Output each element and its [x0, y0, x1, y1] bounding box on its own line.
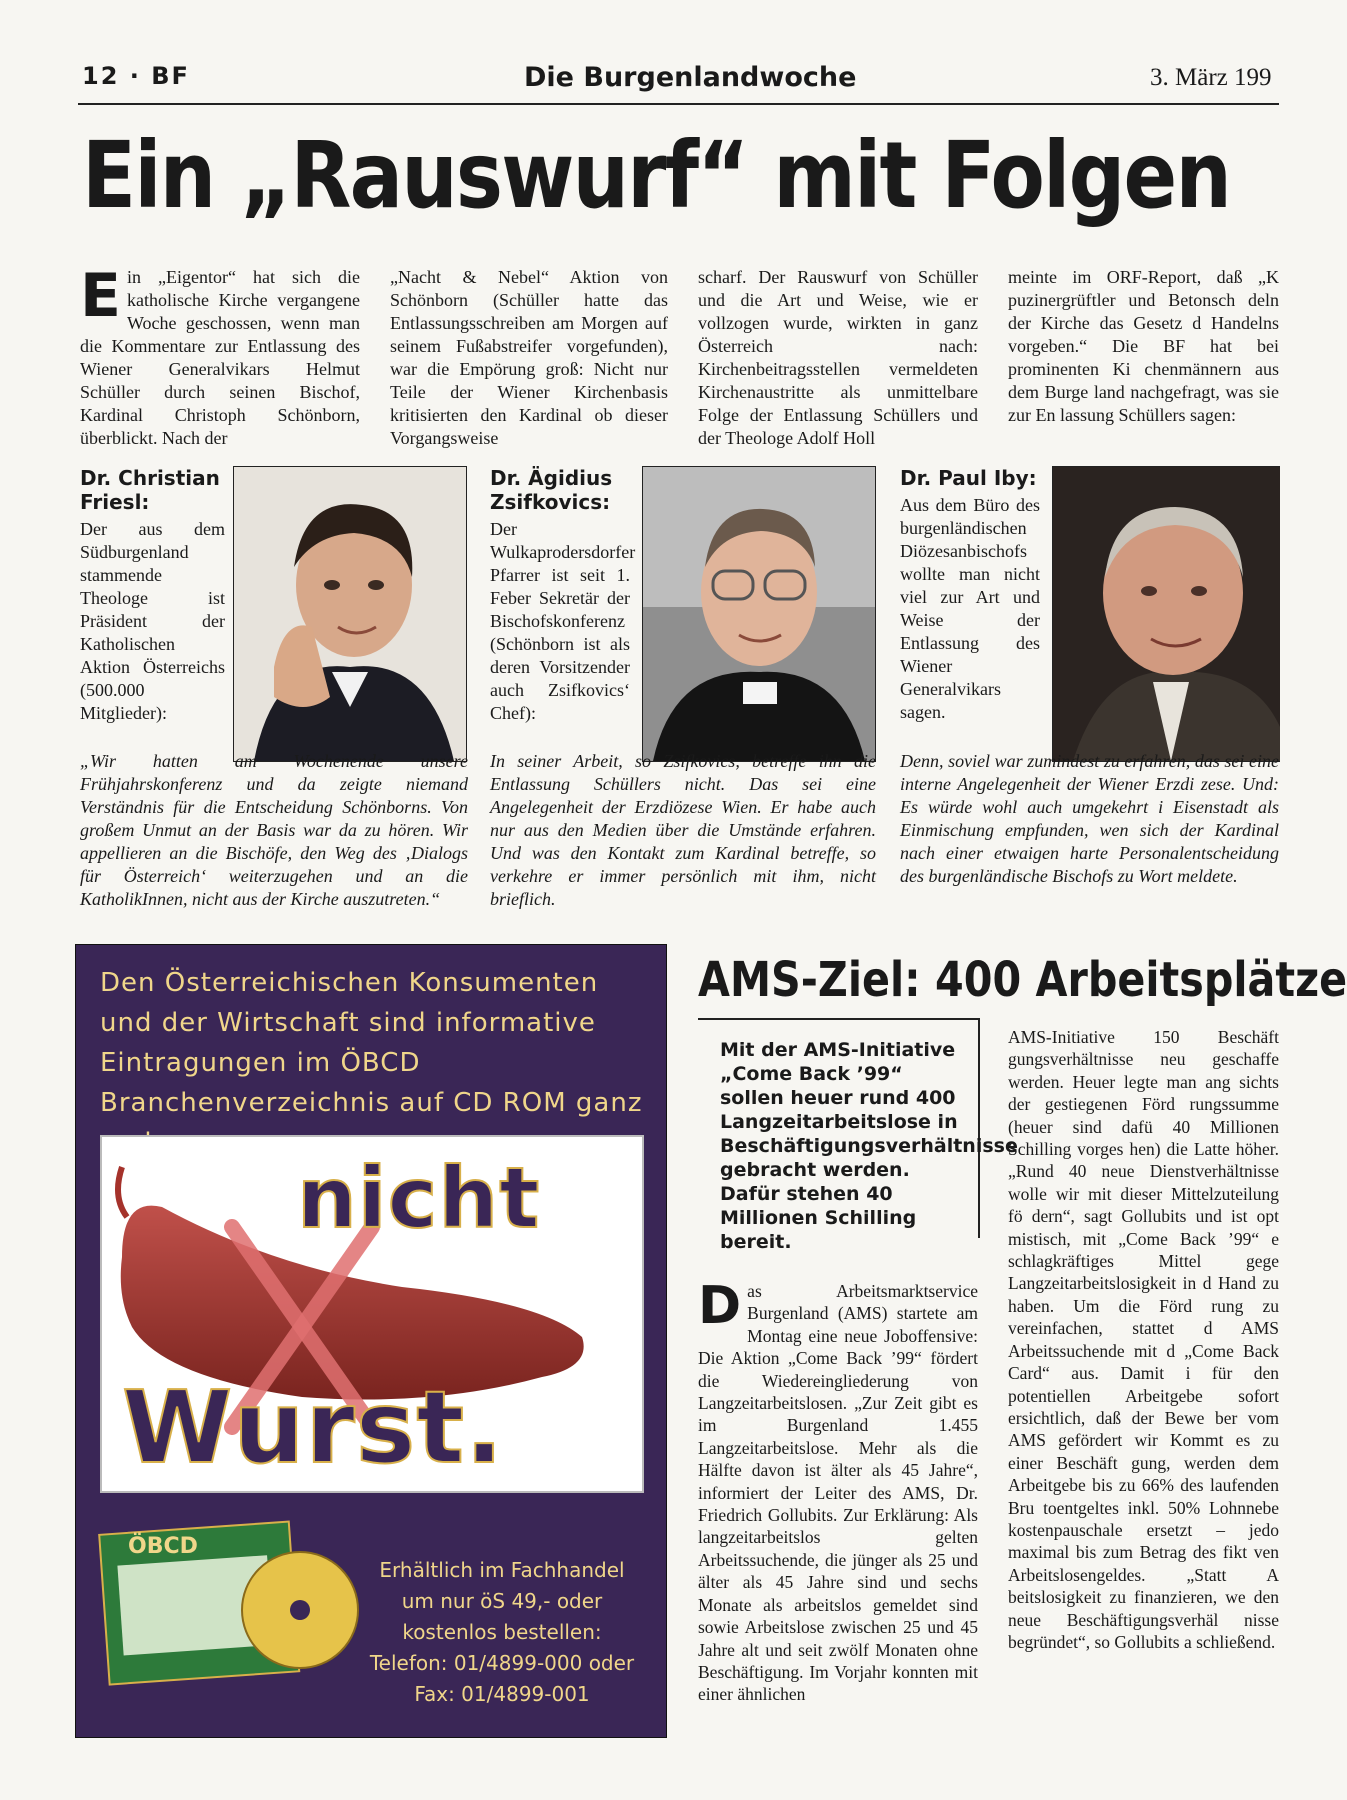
person-intro: Der Wulkaprodersdorfer Pfarrer ist seit 1. Feber Sekretär der Bischofskonferenz (Schönborn ist als deren Vorsitzender auch Zsifkovics‘ Chef): — [490, 519, 636, 723]
article-column-1 — [698, 1276, 978, 1706]
person-name: Dr. Ägidius Zsifkovics: — [490, 466, 613, 514]
cd-label: ÖBCD — [128, 1534, 198, 1559]
lead-text: Mit der AMS-Initiative „Come Back ’99“ sollen heuer rund 400 Langzeitarbeitslose in Beschäftigungsverhältnisse gebracht werden. Dafür stehen 40 Millionen Schilling bereit. — [720, 1039, 1018, 1253]
article-column-2 — [1008, 1026, 1279, 1746]
column-text: AMS-Initiative 150 Beschäft gungsverhältnisse neu geschaffe werden. Heuer legte man ang sichts der gestiegenen Förd rungssumme (heuer sind dafü 40 Millionen Schilling vorges hen) die Latte höher. „Rund 40 neue Dienstverhältnisse wolle wir mit dieser Mittelzuteilung fö dern“, sagt Gollubits und ist opt mistisch, mit „Come Back ’99“ e schlagkräftiges Mittel gege Langzeitarbeitslosigkeit in d Hand zu haben. Um die Förd rung zu vereinfachen, stattet d AMS Arbeitssuchende mit d „Come Back Card“ aus. Damit i für den potentiellen Arbeitgebe sofort ersichtlich, daß der Bewe ber vom AMS gefördert wir Kommt es zu einer Beschäft gung, werden dem Arbeitgebe bis zu 66% des laufenden Bru toentgeltes inkl. 50% Lohnnebe kostenpauschale ersetzt – jedo maximal bis zum Betrag des fikt ven Arbeitslosengeldes. „Statt A beitslosigkeit zu finanzieren, we den neue Beschäftigungsverhäl nisse begründet“, so Gollubits a schließend. — [1008, 1027, 1279, 1652]
page-number: 12 · BF — [82, 62, 190, 90]
article-column-4 — [1008, 266, 1279, 427]
column-text: meinte im ORF-Report, daß „K puzinergrüftler und Betonsch deln der Kirche das Gesetz d Handelns vorgeben.“ Die BF hat bei prominenten Ki chenmännern aus dem Burge land nachgefragt, was sie zur En lassung Schüllers sagen: — [1008, 267, 1279, 425]
article-column-1 — [80, 261, 360, 450]
lead-box — [698, 1018, 1018, 1253]
article-column-2 — [390, 266, 668, 450]
person-quote: „Wir hatten am Wochenende unsere Frühjahrskonferenz und da zeigte niemand Verständnis für die Entscheidung Schönborns. Von großem Unmut an der Basis war da zu hören. Wir appellieren an die Bischöfe, den Weg des ‚Dialogs für Österreich‘ weiterzugehen und an die KatholikInnen, nicht aus der Kirche auszutreten.“ — [80, 751, 468, 909]
person-name: Dr. Christian Friesl: — [80, 466, 220, 514]
person-name: Dr. Paul Iby: — [900, 466, 1037, 490]
person-intro: Der aus dem Südburgenland stammende Theologe ist Präsident der Katholischen Aktion Österreichs (500.000 Mitglieder): — [80, 519, 225, 723]
advertisement[interactable] — [75, 944, 667, 1738]
portrait-photo — [1052, 466, 1280, 762]
issue-date: 3. März 199 — [1150, 64, 1272, 91]
portrait-photo — [642, 466, 876, 762]
ad-headline: Den Österreichischen Konsumenten und der Wirtschaft sind informative Eintragungen im ÖBCD Branchenverzeichnis auf CD ROM ganz — [100, 968, 643, 1118]
drop-cap: E — [80, 261, 121, 331]
ad-word-wurst: Wurst. — [122, 1369, 505, 1486]
column-text: as Arbeitsmarktservice Burgenland (AMS) startete am Montag eine neue Joboffensive: Die Aktion „Come Back ’99“ fördert die Wiedereingliederung von Langzeitarbeitslosen. „Zur Zeit gibt es im Burgenland 1.455 Langzeitarbeitslose. Mehr als die Hälfte davon ist älter als 45 Jahre“, informiert der Leiter des AMS, Dr. Friedrich Gollubits. Zur Erklärung: Als langzeitarbeitslos gelten Arbeitssuchende, die jünger als 25 und älter als 45 Jahre sind und sechs Monate als arbeitslos gemeldet sind sowie Arbeitslose zwischen 25 und 45 Jahre alt und seit zwölf Monaten ohne Beschäftigung. Im Vorjahr konnten mit einer ähnlichen — [698, 1281, 978, 1705]
person-intro: Aus dem Büro des burgenländischen Diözesanbischofs wollte man nicht viel zur Art und Weise der Entlassung des Wiener Generalvikars sagen. — [900, 495, 1040, 722]
newspaper-name: Die Burgenlandwoche — [524, 62, 857, 93]
article-column-3 — [698, 266, 978, 450]
cd-rom-product-image — [100, 1520, 350, 1685]
article-headline: Ein „Rauswurf“ mit Folgen — [82, 122, 1231, 229]
column-text: „Nacht & Nebel“ Aktion von Schönborn (Schüller hatte das Entlassungsschreiben am Morgen auf seinem Fußabstreifer vorgefunden), war die Empörung groß: Nicht nur Teile der Wiener Kirchenbasis kritisierten den Kardinal ob dieser Vorgangsweise — [390, 267, 668, 448]
portrait-photo — [233, 466, 467, 762]
person-quote: Denn, soviel war zumindest zu erfahren, das sei eine interne Angelegenheit der Wiener Erzdi zese. Und: Es würde wohl auch umgekehrt i Eisenstadt als Einmischung empfunden, wen sich der Kardinal nach einer etwaigen harte Personalentscheidung des burgenländische Bischofs zu Wort meldete. — [900, 751, 1279, 886]
drop-cap: D — [698, 1276, 742, 1336]
ad-image — [100, 1135, 644, 1493]
header-rule — [78, 103, 1279, 105]
article-headline: AMS-Ziel: 400 Arbeitsplätze — [698, 952, 1347, 1008]
ad-word-nicht: nicht — [297, 1149, 541, 1247]
column-text: in „Eigentor“ hat sich die katholische Kirche vergangene Woche geschossen, wenn man die Kommentare zur Entlassung des Wiener Generalvikars Helmut Schüller durch seinen Bischof, Kardinal Christoph Schönborn, überblickt. Nach der — [80, 267, 360, 448]
ad-order-info: Erhältlich im Fachhandel um nur öS 49,- oder kostenlos bestellen: Telefon: 01/4899-000 oder Fax: 01/4899-001 — [369, 1558, 635, 1706]
person-quote: In seiner Arbeit, so Zsifkovics, betreffe ihn die Entlassung Schüllers nicht. Das sei eine Angelegenheit der Erzdiözese Wien. Er habe auch nur aus den Medien über die Umstände erfahren. Und was den Kontakt zum Kardinal betreffe, so verkehre er immer persönlich mit ihm, nicht brieflich. — [490, 751, 876, 909]
column-text: scharf. Der Rauswurf von Schüller und die Art und Weise, wie er vollzogen wurde, wirkten in ganz Österreich nach: Kirchenbeitragsstellen vermeldeten Kirchenaustritte als unmittelbare Folge der Entlassung Schüllers und der Theologe Adolf Holl — [698, 267, 978, 448]
